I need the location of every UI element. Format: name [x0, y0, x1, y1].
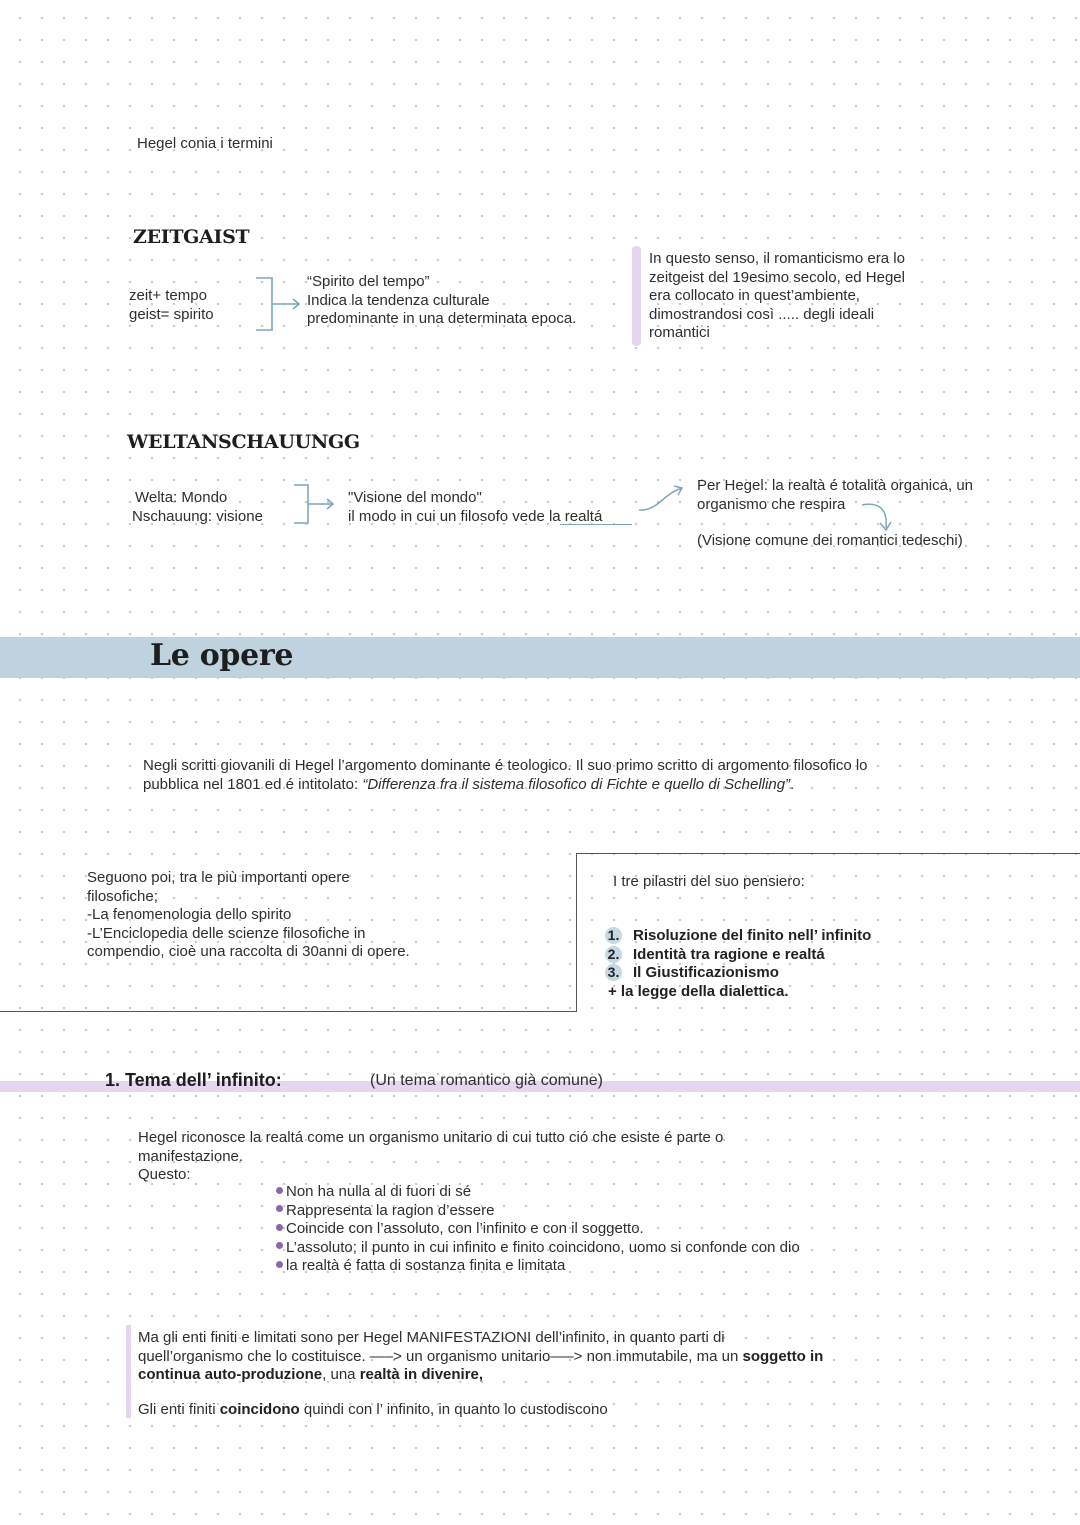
definition-line: predominante in una determinata epoca. — [307, 310, 577, 327]
underline-decoration — [560, 524, 632, 525]
works-line: -La fenomenologia dello spirito — [87, 906, 292, 923]
body-line: manifestazione. — [138, 1147, 244, 1165]
pillars-list — [605, 927, 871, 1001]
body-line: Hegel riconosce la realtá come un organismo unitario di cui tutto ció che esiste é parte o — [138, 1129, 724, 1146]
bullet-dot-icon — [276, 1261, 283, 1268]
etymology-line: Welta: Mondo — [135, 489, 228, 506]
zeitgeist-definition — [307, 273, 576, 329]
box-top-line — [577, 853, 1080, 854]
pillars-title: I tre pilastri del suo pensiero: — [613, 873, 805, 890]
conclusion-bold-segment: coincidono — [219, 1401, 300, 1418]
infinito-heading: 1. Tema dell’ infinito: — [105, 1070, 282, 1090]
pillar-extra: + la legge della dialettica. — [608, 982, 789, 1000]
zeitgeist-etymology — [129, 287, 214, 324]
bracket-arrow-icon — [252, 276, 304, 334]
para-bold-segment: continua auto-produzione — [138, 1366, 323, 1383]
para-line: Ma gli enti finiti e limitati sono per Hegel MANIFESTAZIONI dell’infinito, in quanto parti di — [138, 1329, 725, 1346]
intro-text: Hegel conia i termini — [137, 135, 273, 152]
bullet-text: Coincide con l’assoluto, con l’infinito e con il soggetto. — [286, 1220, 644, 1237]
bullet-text: Rappresenta la ragion d’essere — [286, 1201, 495, 1219]
works-list — [87, 869, 410, 962]
note-line: zeitgeist del 19esimo secolo, ed Hegel — [649, 268, 905, 286]
note-line: In questo senso, il romanticismo era lo — [649, 250, 905, 267]
weltanschauung-definition — [348, 489, 602, 526]
hegel-view-line: Per Hegel: la realtà é totalità organica, un — [697, 477, 973, 494]
pillar-item — [605, 927, 871, 946]
infinito-subtitle: (Un tema romantico già comune) — [370, 1072, 603, 1089]
pillar-label: Il Giustificazionismo — [633, 964, 779, 981]
works-line: Seguono poi, tra le più importanti opere — [87, 869, 350, 886]
para-bold-segment: soggetto in — [742, 1347, 824, 1365]
definition-line: il modo in cui un filosofo vede la realtá — [348, 507, 603, 525]
opere-intro — [143, 757, 868, 794]
bullet-text: Non ha nulla al di fuori di sé — [286, 1183, 472, 1200]
pillar-number: 1. — [605, 927, 622, 944]
hegel-view-line: organismo che respira — [697, 495, 846, 513]
pillar-label: Identità tra ragione e realtá — [633, 945, 825, 963]
weltanschauung-etymology — [132, 489, 263, 526]
pillar-number: 2. — [605, 946, 622, 963]
note-line: romantici — [649, 324, 710, 341]
conclusion-segment: Gli enti finiti — [138, 1401, 220, 1418]
box-bottom-line — [0, 1011, 577, 1012]
definition-line: Indica la tendenza culturale — [307, 291, 490, 309]
bullet-text: la realtà é fatta di sostanza finita e limitata — [286, 1257, 566, 1274]
conclusion-segment: quindi con l’ infinito, in quanto lo custodiscono — [299, 1401, 608, 1418]
note-highlight-bar — [632, 246, 641, 346]
pillar-item — [605, 964, 871, 983]
intro-line — [143, 776, 868, 795]
hegel-view — [697, 477, 973, 514]
romantic-note: (Visione comune dei romantici tedeschi) — [697, 532, 963, 549]
intro-text-segment: . — [790, 775, 795, 793]
infinito-body — [138, 1129, 723, 1185]
note-line: dimostrandosi così ..... degli ideali — [649, 305, 875, 323]
bullet-item — [276, 1220, 800, 1239]
curved-arrow-icon — [858, 500, 898, 534]
body-line: Questo: — [138, 1166, 191, 1183]
etymology-line: Nschauung: visione — [132, 507, 263, 525]
works-line: compendio, cioè una raccolta di 30anni di opere. — [87, 943, 410, 960]
pillar-item — [605, 946, 871, 965]
definition-line: “Spirito del tempo” — [307, 273, 430, 290]
pillar-number: 3. — [605, 964, 622, 981]
quote-bar — [126, 1325, 131, 1418]
zeitgeist-note — [649, 250, 905, 343]
etymology-line: geist= spirito — [129, 305, 214, 323]
para-segment: , una — [322, 1366, 360, 1383]
intro-line: Negli scritti giovanili di Hegel l’argomento dominante é teologico. Il suo primo scritto di argomento filosofico lo — [143, 757, 868, 774]
works-line: -L’Enciclopedia delle scienze filosofiche in — [87, 924, 366, 942]
box-divider-line — [576, 853, 577, 1012]
etymology-line: zeit+ tempo — [129, 287, 207, 304]
infinito-bullets — [276, 1183, 800, 1276]
para-line — [138, 1348, 823, 1367]
para-line — [138, 1366, 823, 1385]
definition-line: "Visione del mondo" — [348, 489, 482, 506]
bullet-item — [276, 1257, 800, 1276]
bracket-arrow-icon — [290, 483, 338, 527]
para-bold-segment: realtà in divenire, — [359, 1366, 484, 1383]
bullet-dot-icon — [276, 1242, 283, 1249]
bullet-item — [276, 1239, 800, 1258]
bullet-text: L’assoluto; il punto in cui infinito e finito coincidono, uomo si confonde con dio — [286, 1238, 800, 1256]
bullet-item — [276, 1202, 800, 1221]
zeitgeist-heading: ZEITGAIST — [133, 226, 250, 248]
infinito-conclusion — [138, 1401, 608, 1420]
works-line: filosofiche; — [87, 887, 158, 905]
note-line: era collocato in quest’ambiente, — [649, 287, 860, 304]
bullet-dot-icon — [276, 1205, 283, 1212]
para-segment: quell’organismo che lo costituisce. —–> un organismo unitario—–> non immutabile, ma un — [138, 1347, 743, 1365]
bullet-dot-icon — [276, 1224, 283, 1231]
curved-arrow-icon — [636, 484, 686, 516]
intro-text-segment: pubblica nel 1801 ed é intitolato: — [143, 775, 363, 793]
first-work-title: “Differenza fra il sistema filosofico di Fichte e quello di Schelling” — [362, 775, 791, 793]
section-title: Le opere — [150, 638, 294, 673]
weltanschauung-heading: WELTANSCHAUUNGG — [127, 431, 360, 453]
bullet-dot-icon — [276, 1187, 283, 1194]
infinito-paragraph — [138, 1329, 823, 1385]
bullet-item — [276, 1183, 800, 1202]
pillar-label: Risoluzione del finito nell’ infinito — [633, 927, 872, 944]
